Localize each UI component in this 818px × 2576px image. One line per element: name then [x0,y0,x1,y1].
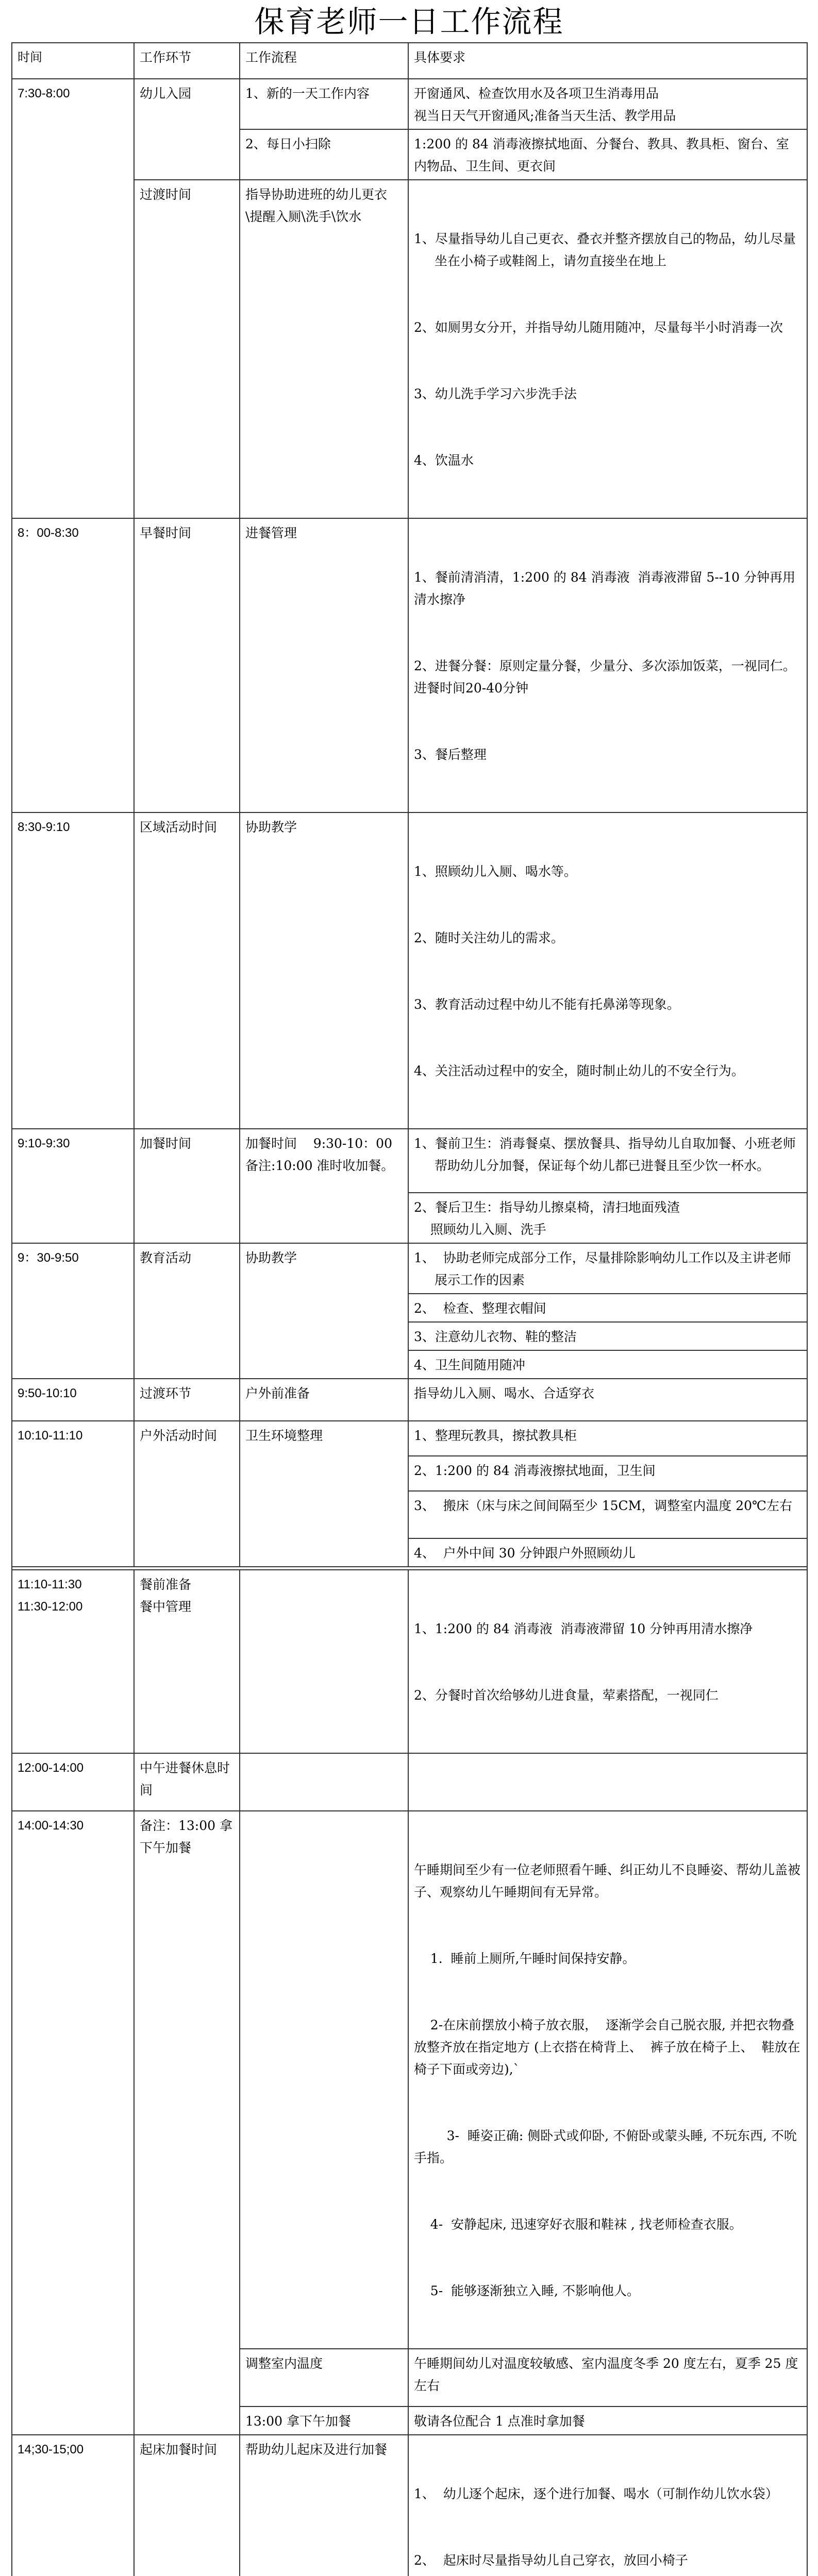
requirement-cell: 2、1:200 的 84 消毒液擦拭地面，卫生间 [408,1456,807,1491]
phase-cell: 过渡环节 [134,1379,240,1421]
requirement-item: 2、 起床时尽量指导幼儿自己穿衣，放回小椅子 [414,2553,688,2568]
requirement-cell: 1:200 的 84 消毒液擦拭地面、分餐台、教具、教具柜、窗台、室内物品、卫生间、更衣间 [408,129,807,180]
requirement-item: 1、餐前清消清，1:200 的 84 消毒液 消毒液滞留 5--10 分钟再用清水擦净 [414,570,796,607]
phase-cell: 备注：13:00 拿下午加餐 [134,1811,240,2435]
phase-cell: 区域活动时间 [134,812,240,1129]
flow-cell [240,1570,408,1753]
table-row [12,812,807,1129]
flow-cell: 2、每日小扫除 [240,129,408,180]
requirement-item: 1、照顾幼儿入厕、喝水等。 [414,864,577,879]
document-title: 保育老师一日工作流程 [254,4,564,39]
requirement-item: 2、随时关注幼儿的需求。 [414,930,564,945]
requirement-item: 4- 安静起床, 迅速穿好衣服和鞋袜 , 找老师检查衣服。 [414,2217,742,2232]
requirement-item: 1、餐前卫生：消毒餐桌、摆放餐具、指导幼儿自取加餐、小班老师帮助幼儿分加餐，保证每个幼儿都已进餐且至少饮一杯水。 [414,1136,796,1173]
table-row [12,1379,807,1421]
header-phase: 工作环节 [134,43,240,79]
requirement-item: 1、 协助老师完成部分工作，尽量排除影响幼儿工作以及主讲老师展示工作的因素 [414,1250,791,1287]
requirement-item: 3、 搬床（床与床之间间隔至少 15CM，调整室内温度 20℃左右 [414,1498,793,1513]
requirement-item: 3、教育活动过程中幼儿不能有托鼻涕等现象。 [414,997,680,1012]
requirement-cell [408,1753,807,1811]
requirement-cell [408,518,807,812]
table-row [12,518,807,812]
requirement-item: 1、 幼儿逐个起床，逐个进行加餐、喝水（可制作幼儿饮水袋） [414,2486,778,2501]
flow-cell: 加餐时间 9:30-10：00 备注:10:00 准时收加餐。 [240,1129,408,1243]
flow-cell: 指导协助进班的幼儿更衣\提醒入厕\洗手\饮水 [240,180,408,518]
requirement-cell: 敬请各位配合 1 点准时拿加餐 [408,2406,807,2435]
phase-cell: 幼儿入园 [134,79,240,180]
time-cell: 9：30-9:50 [12,1243,134,1379]
requirement-cell [408,1491,807,1538]
requirement-cell: 2、 检查、整理衣帽间 [408,1294,807,1322]
flow-cell: 户外前准备 [240,1379,408,1421]
time-cell: 8:30-9:10 [12,812,134,1129]
flow-cell [240,1811,408,2349]
time-cell: 14:00-14:30 [12,1811,134,2435]
time-cell: 9:50-10:10 [12,1379,134,1421]
time-cell: 12:00-14:00 [12,1753,134,1811]
requirement-cell: 指导幼儿入厕、喝水、合适穿衣 [408,1379,807,1421]
requirement-cell: 2、餐后卫生：指导幼儿擦桌椅，清扫地面残渣 照顾幼儿入厕、洗手 [408,1193,807,1243]
flow-cell: 进餐管理 [240,518,408,812]
flow-cell: 协助教学 [240,812,408,1129]
requirement-cell [408,1811,807,2349]
requirement-cell: 4、卫生间随用随冲 [408,1350,807,1379]
requirement-cell: 午睡期间幼儿对温度较敏感、室内温度冬季 20 度左右，夏季 25 度左右 [408,2349,807,2406]
time-cell: 8：00-8:30 [12,518,134,812]
phase-cell: 教育活动 [134,1243,240,1379]
requirement-item: 1、1:200 的 84 消毒液 消毒液滞留 10 分钟再用清水擦净 [414,1621,753,1636]
table-row [12,1129,807,1193]
header-flow: 工作流程 [240,43,408,79]
requirement-item: 3、幼儿洗手学习六步洗手法 [414,386,577,401]
table-row [12,1243,807,1294]
phase-cell: 加餐时间 [134,1129,240,1243]
requirement-cell [408,1570,807,1753]
time-cell: 11:10-11:30 11:30-12:00 [12,1570,134,1753]
table-row [12,1811,807,2349]
requirement-item: 2、进餐分餐：原则定量分餐，少量分、多次添加饭菜，一视同仁。进餐时间20-40分钟 [414,658,796,696]
table-row [12,1570,807,1753]
table-row [12,2435,807,2576]
requirement-cell [408,180,807,518]
requirement-cell [408,812,807,1129]
phase-cell: 餐前准备 餐中管理 [134,1570,240,1753]
time-cell: 9:10-9:30 [12,1129,134,1243]
phase-cell: 早餐时间 [134,518,240,812]
workflow-table [11,42,808,2576]
flow-cell [240,1753,408,1811]
phase-cell: 起床加餐时间 [134,2435,240,2576]
phase-cell: 户外活动时间 [134,1421,240,1567]
time-cell: 7:30-8:00 [12,79,134,518]
time-cell: 10:10-11:10 [12,1421,134,1567]
requirement-cell [408,2435,807,2576]
requirement-cell: 3、注意幼儿衣物、鞋的整洁 [408,1322,807,1350]
phase-cell: 过渡时间 [134,180,240,518]
time-cell: 14;30-15;00 [12,2435,134,2576]
requirement-item: 4、饮温水 [414,453,474,468]
requirement-cell [408,1243,807,1294]
requirement-item: 2、分餐时首次给够幼儿进食量，荤素搭配，一视同仁 [414,1688,719,1703]
header-time: 时间 [12,43,134,79]
requirement-item: 3、餐后整理 [414,747,487,762]
requirement-item: 4、关注活动过程中的安全，随时制止幼儿的不安全行为。 [414,1063,744,1078]
requirement-item: 1、尽量指导幼儿自己更衣、叠衣并整齐摆放自己的物品，幼儿尽量坐在小椅子或鞋阁上，请勿直接坐在地上 [414,231,796,268]
table-row [12,1421,807,1456]
flow-cell: 13:00 拿下午加餐 [240,2406,408,2435]
header-row [12,43,807,79]
table-row [12,1753,807,1811]
flow-cell: 1、新的一天工作内容 [240,79,408,129]
table-row [12,79,807,129]
flow-cell: 调整室内温度 [240,2349,408,2406]
requirement-item: 3- 睡姿正确: 侧卧式或仰卧, 不俯卧或蒙头睡, 不玩东西, 不吮手指。 [414,2128,797,2165]
flow-cell: 帮助幼儿起床及进行加餐 [240,2435,408,2576]
phase-cell: 中午进餐休息时间 [134,1753,240,1811]
requirement-cell: 开窗通风、检查饮用水及各项卫生消毒用品 视当日天气开窗通风;准备当天生活、教学用品 [408,79,807,129]
requirement-item: 1. 睡前上厕所,午睡时间保持安静。 [414,1951,636,1966]
requirement-item: 午睡期间至少有一位老师照看午睡、纠正幼儿不良睡姿、帮幼儿盖被子、观察幼儿午睡期间有无异常。 [414,1862,801,1900]
flow-cell: 协助教学 [240,1243,408,1379]
header-requirements: 具体要求 [408,43,807,79]
requirement-cell: 4、 户外中间 30 分钟跟户外照顾幼儿 [408,1538,807,1567]
requirement-item: 2-在床前摆放小椅子放衣服， 逐渐学会自己脱衣服, 并把衣物叠放整齐放在指定地方 (上衣搭在椅背上、 裤子放在椅子上、 鞋放在椅子下面或旁边),` [414,2018,800,2077]
requirement-item: 2、如厕男女分开，并指导幼儿随用随冲，尽量每半小时消毒一次 [414,320,783,335]
requirement-cell [408,1129,807,1193]
requirement-cell: 1、整理玩教具，擦拭教具柜 [408,1421,807,1456]
flow-cell: 卫生环境整理 [240,1421,408,1567]
requirement-item: 5- 能够逐渐独立入睡, 不影响他人。 [414,2283,640,2298]
